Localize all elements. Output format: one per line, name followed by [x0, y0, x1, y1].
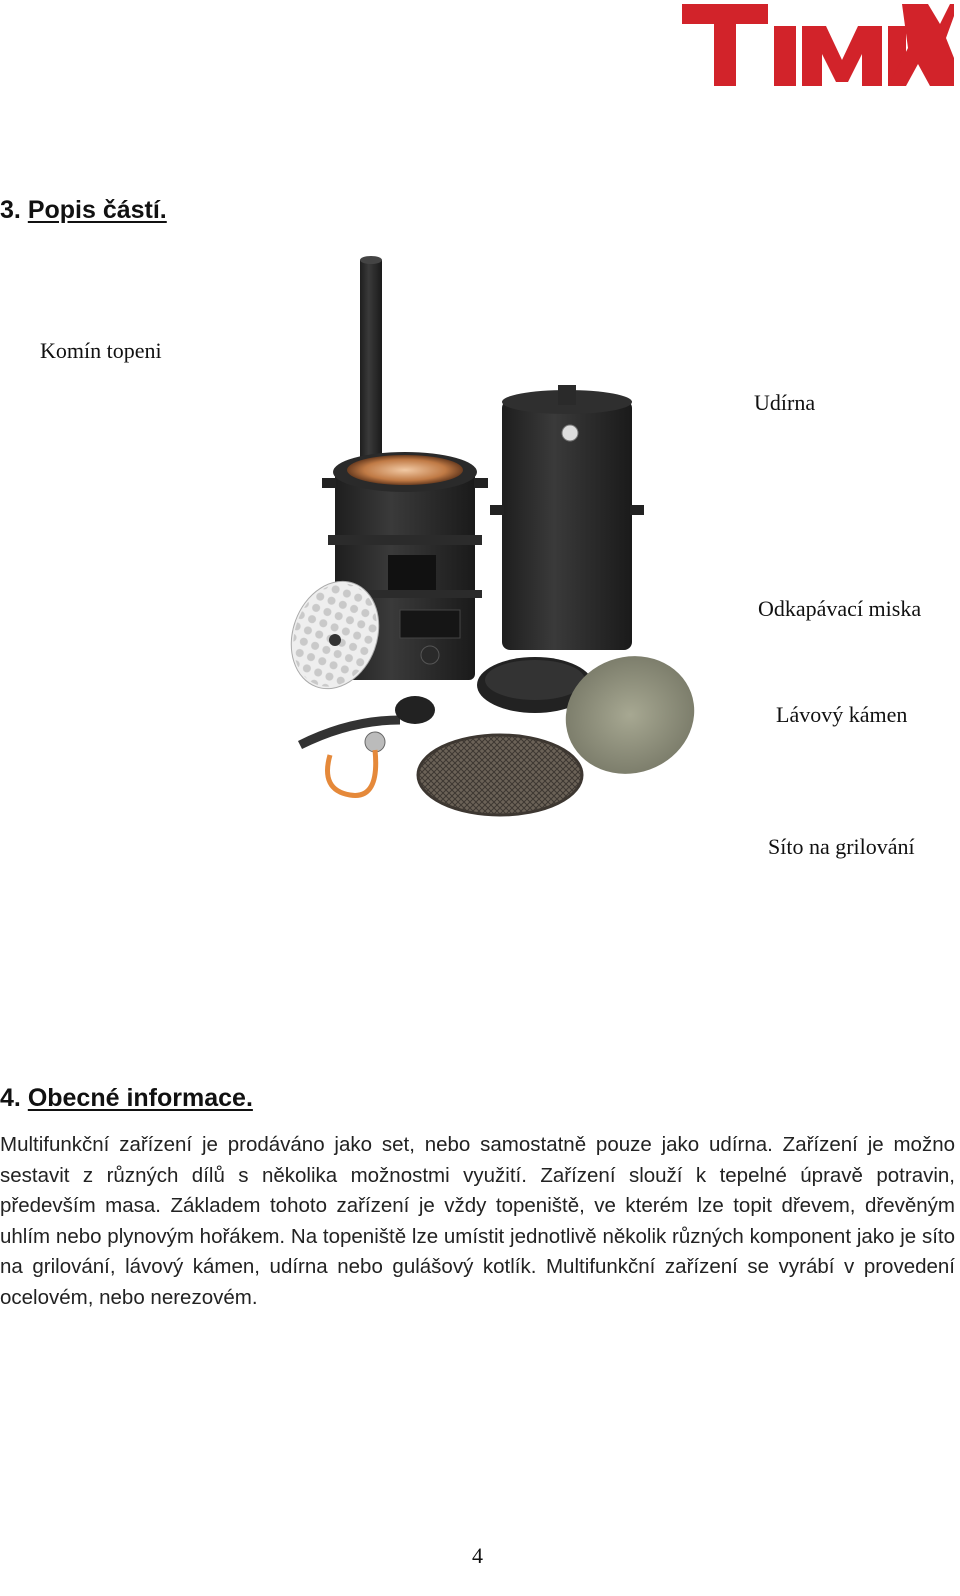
label-drip-tray: Odkapávací miska [758, 596, 922, 621]
section-3-title: Popis částí. [27, 196, 167, 224]
label-lava-stone: Lávový kámen [776, 702, 908, 727]
section-4-heading [0, 1084, 253, 1113]
grill-grate [418, 735, 582, 815]
gas-burner [300, 696, 435, 795]
chimney-pipe [360, 256, 382, 465]
section-4-number: 4. [0, 1084, 21, 1112]
product-photo [290, 250, 730, 820]
timix-logo [682, 2, 954, 90]
label-grill-grate: Síto na grilování [768, 834, 915, 859]
general-info-paragraph: Multifunkční zařízení je prodáváno jako set, nebo samostatně pouze jako udírna. Zařízení je možno sestavit z různých dílů s několika možnostmi využití. Zařízení slouží k tepelné úpravě potravin, především masa. Základem tohoto zařízení je vždy topeniště, ve kterém lze topit dřevem, dřevěným uhlím nebo plynovým hořákem. Na topeniště lze umístit jednotlivě několik různých komponent jako je síto na grilování, lávový kámen, udírna nebo gulášový kotlík. Multifunkční zařízení se vyrábí v provedení ocelovém, nebo nerezovém. [0, 1133, 955, 1309]
label-chimney: Komín topeni [40, 338, 162, 363]
page-number: 4 [472, 1543, 483, 1568]
smoker-body [490, 385, 644, 650]
section-4-title: Obecné informace. [27, 1084, 253, 1112]
section-3-number: 3. [0, 196, 21, 224]
label-smoker: Udírna [754, 390, 816, 415]
section-3-heading [0, 196, 167, 225]
